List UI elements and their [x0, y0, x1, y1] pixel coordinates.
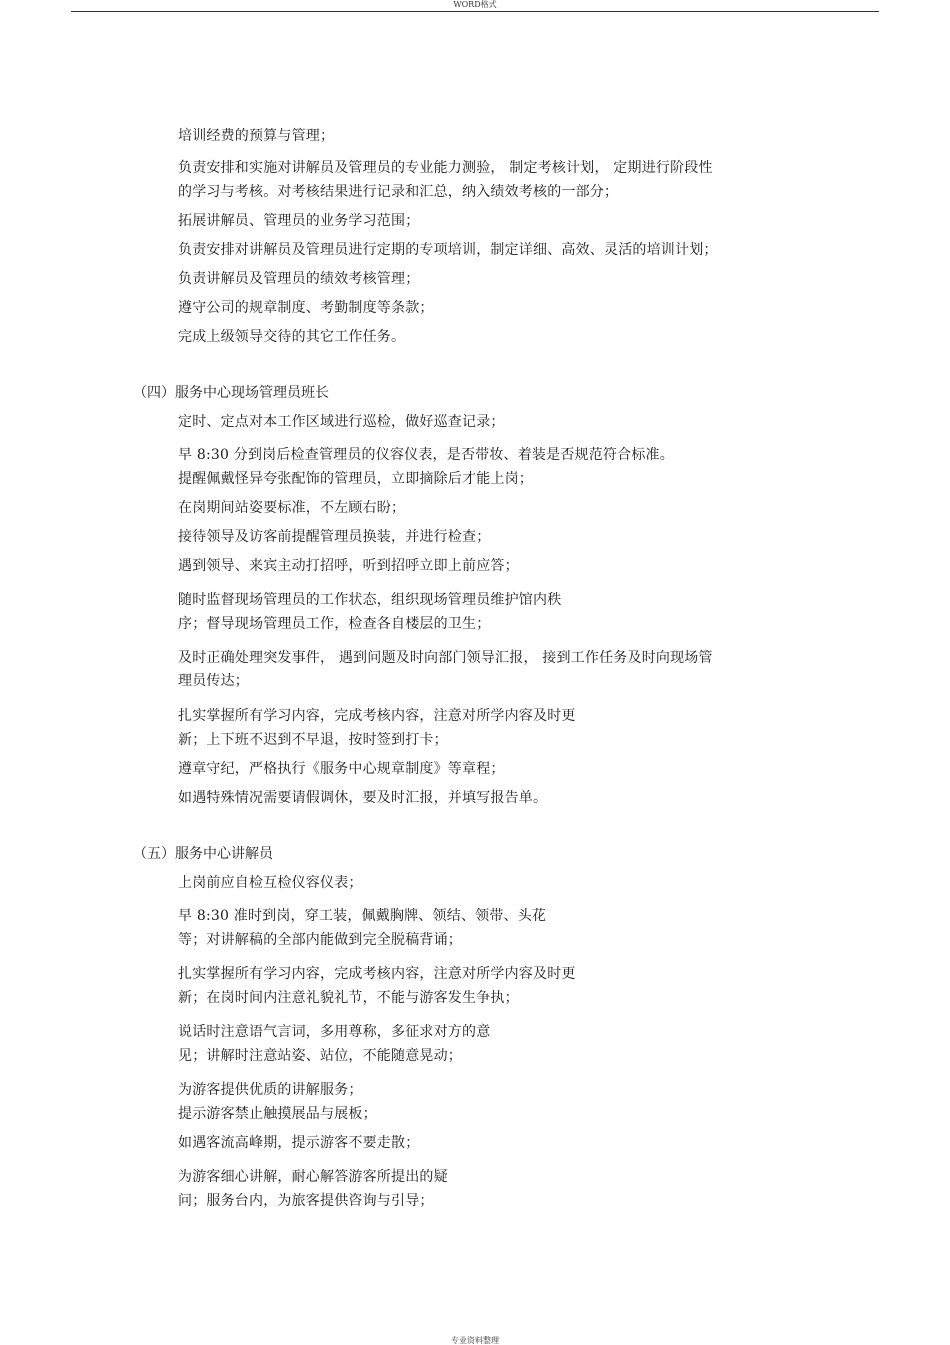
text-line: 序；督导现场管理员工作，检查各自楼层的卫生；: [178, 616, 491, 632]
text-line: 见；讲解时注意站姿、站位，不能随意晃动；: [178, 1048, 462, 1064]
header-rule: [71, 11, 879, 12]
text-line: 问；服务台内，为旅客提供咨询与引导；: [178, 1193, 434, 1209]
text-line: 早 8:30 分到岗后检查管理员的仪容仪表，是否带妆、着装是否规范符合标准。: [178, 447, 674, 463]
text-line: 遵守公司的规章制度、考勤制度等条款；: [178, 300, 434, 316]
text-line: 遇到领导、来宾主动打招呼，听到招呼立即上前应答；: [178, 558, 519, 574]
text-line: 说话时注意语气言词，多用尊称，多征求对方的意: [178, 1024, 491, 1040]
text-line: 等；对讲解稿的全部内能做到完全脱稿背诵；: [178, 932, 462, 948]
text-line: 提示游客禁止触摸展品与展板；: [178, 1106, 377, 1122]
text-line: 在岗期间站姿要标准，不左顾右盼；: [178, 500, 406, 516]
text-line: 如遇客流高峰期，提示游客不要走散；: [178, 1135, 420, 1151]
text-line: 培训经费的预算与管理；: [178, 128, 335, 144]
text-line: 上岗前应自检互检仪容仪表；: [178, 875, 363, 891]
text-line: 拓展讲解员、管理员的业务学习范围；: [178, 213, 420, 229]
page-header: WORD格式: [453, 0, 497, 9]
text-line: 随时监督现场管理员的工作状态，组织现场管理员维护馆内秩: [178, 592, 562, 608]
text-line: 早 8:30 准时到岗，穿工装，佩戴胸牌、领结、领带、头花: [178, 908, 547, 924]
text-line: 负责安排和实施对讲解员及管理员的专业能力测验， 制定考核计划， 定期进行阶段性: [178, 160, 713, 176]
text-line: 遵章守纪，严格执行《服务中心规章制度》等章程；: [178, 761, 505, 777]
text-line: 定时、定点对本工作区域进行巡检，做好巡查记录；: [178, 414, 505, 430]
text-line: 的学习与考核。对考核结果进行记录和汇总，纳入绩效考核的一部分；: [178, 184, 619, 200]
text-line: 为游客细心讲解，耐心解答游客所提出的疑: [178, 1169, 448, 1185]
text-line: 完成上级领导交待的其它工作任务。: [178, 329, 406, 345]
text-line: 新；在岗时间内注意礼貌礼节，不能与游客发生争执；: [178, 990, 519, 1006]
text-line: 理员传达；: [178, 673, 249, 689]
text-line: 为游客提供优质的讲解服务；: [178, 1082, 363, 1098]
text-line: 负责安排对讲解员及管理员进行定期的专项培训，制定详细、高效、灵活的培训计划；: [178, 242, 718, 258]
page-footer: 专业资料整理: [451, 1336, 499, 1345]
text-line: 如遇特殊情况需要请假调休，要及时汇报，并填写报告单。: [178, 790, 548, 806]
text-line: 提醒佩戴怪异夸张配饰的管理员，立即摘除后才能上岗；: [178, 471, 533, 487]
text-line: 扎实掌握所有学习内容，完成考核内容，注意对所学内容及时更: [178, 966, 576, 982]
text-line: 接待领导及访客前提醒管理员换装，并进行检查；: [178, 529, 491, 545]
text-line: 扎实掌握所有学习内容，完成考核内容，注意对所学内容及时更: [178, 708, 576, 724]
section-heading: （四）服务中心现场管理员班长: [133, 385, 329, 401]
text-line: 负责讲解员及管理员的绩效考核管理；: [178, 271, 420, 287]
section-heading: （五）服务中心讲解员: [133, 846, 273, 862]
text-line: 及时正确处理突发事件， 遇到问题及时向部门领导汇报， 接到工作任务及时向现场管: [178, 650, 713, 666]
text-line: 新；上下班不迟到不早退，按时签到打卡；: [178, 732, 448, 748]
